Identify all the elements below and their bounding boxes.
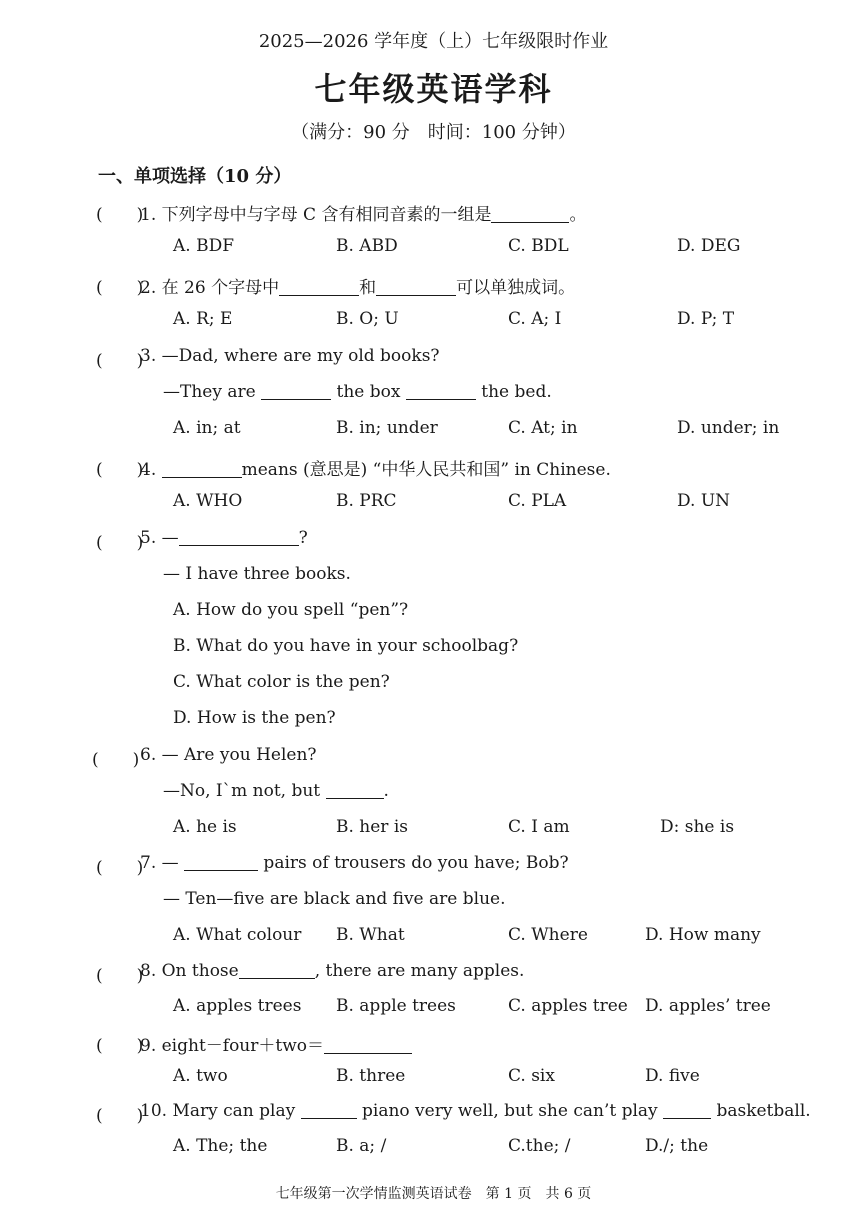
option-a: A. two: [173, 1066, 228, 1086]
stem-text: 可以单独成词。: [456, 278, 576, 298]
answer-blank: [162, 460, 242, 478]
option-d: D. P; T: [677, 309, 735, 329]
answer-blank: [324, 1036, 412, 1054]
question-stem: 3. —Dad, where are my old books?: [140, 346, 440, 366]
question-dialogue-line: — I have three books.: [163, 564, 351, 584]
option-c: C. At; in: [508, 418, 578, 438]
question-dialogue-line: — Ten—five are black and five are blue.: [163, 889, 506, 909]
option-c: C. apples tree: [508, 996, 628, 1016]
option-c: C.the; /: [508, 1136, 571, 1156]
option-d: D. apples’ tree: [645, 996, 771, 1016]
question-dialogue-line: [163, 382, 552, 402]
option-d: D. DEG: [677, 236, 741, 256]
stem-text: 9. eight－four＋two＝: [140, 1036, 325, 1056]
answer-blank: [491, 205, 569, 223]
section-heading: 一、单项选择（10 分）: [98, 166, 292, 187]
option-c: C. What color is the pen?: [173, 672, 390, 692]
answer-paren: ( ): [96, 966, 144, 986]
answer-paren: ( ): [96, 205, 144, 225]
stem-text: —They are: [163, 382, 262, 402]
option-c: C. A; I: [508, 309, 562, 329]
answer-paren: ( ): [96, 858, 144, 878]
option-c: C. I am: [508, 817, 570, 837]
question-stem: [140, 528, 308, 548]
option-d: D. How is the pen?: [173, 708, 336, 728]
stem-text: , there are many apples.: [314, 961, 525, 981]
question-dialogue-line: [163, 781, 389, 801]
stem-text: 8. On those: [140, 961, 239, 981]
option-a: A. The; the: [173, 1136, 268, 1156]
option-b: B. apple trees: [336, 996, 456, 1016]
answer-blank: [376, 278, 456, 296]
option-d: D. under; in: [677, 418, 780, 438]
option-d: D./; the: [645, 1136, 709, 1156]
option-a: A. What colour: [173, 925, 302, 945]
exam-header: 2025—2026 学年度（上）七年级限时作业: [258, 31, 609, 52]
stem-text: —No, I`m not, but: [163, 781, 326, 801]
stem-text: piano very well, but she can’t play: [356, 1101, 664, 1121]
stem-text: pairs of trousers do you have; Bob?: [258, 853, 569, 873]
option-b: B. O; U: [336, 309, 399, 329]
stem-text: 4.: [140, 460, 162, 480]
question-stem: [140, 961, 524, 981]
question-stem: [140, 1031, 412, 1056]
stem-text: 5. —: [140, 528, 179, 548]
answer-blank: [279, 278, 359, 296]
exam-title: 七年级英语学科: [314, 70, 553, 108]
option-a: A. he is: [173, 817, 237, 837]
answer-paren: ( ): [96, 1106, 144, 1126]
stem-text: .: [383, 781, 389, 801]
option-c: C. BDL: [508, 236, 569, 256]
option-a: A. apples trees: [173, 996, 302, 1016]
stem-text: 10. Mary can play: [140, 1101, 301, 1121]
stem-text: basketball.: [711, 1101, 811, 1121]
question-stem: [140, 1101, 811, 1121]
stem-text: 2. 在 26 个字母中: [140, 278, 280, 298]
stem-text: ?: [298, 528, 308, 548]
stem-text: 和: [359, 278, 377, 298]
answer-blank: [184, 853, 258, 871]
exam-info: （满分：90 分 时间：100 分钟）: [291, 122, 576, 143]
question-stem: 6. — Are you Helen?: [140, 745, 317, 765]
stem-text: 1. 下列字母中与字母 C 含有相同音素的一组是: [140, 205, 492, 225]
answer-paren: ( ): [92, 750, 140, 770]
option-a: A. BDF: [173, 236, 235, 256]
answer-blank: [179, 528, 299, 546]
answer-paren: ( ): [96, 351, 144, 371]
option-b: B. ABD: [336, 236, 398, 256]
question-stem: [140, 200, 586, 225]
stem-text: the box: [331, 382, 406, 402]
option-b: B. What do you have in your schoolbag?: [173, 636, 519, 656]
question-stem: [140, 853, 569, 873]
answer-blank: [261, 382, 331, 400]
option-c: C. Where: [508, 925, 588, 945]
option-a: A. WHO: [173, 491, 243, 511]
option-d: D. How many: [645, 925, 761, 945]
option-d: D. five: [645, 1066, 700, 1086]
option-c: C. six: [508, 1066, 555, 1086]
option-b: B. in; under: [336, 418, 438, 438]
answer-blank: [301, 1101, 357, 1119]
page-footer: 七年级第一次学情监测英语试卷 第 1 页 共 6 页: [275, 1186, 592, 1202]
answer-blank: [326, 781, 384, 799]
question-stem: [140, 455, 611, 480]
stem-text: 7. —: [140, 853, 185, 873]
stem-text: the bed.: [475, 382, 552, 402]
answer-paren: ( ): [96, 1036, 144, 1056]
answer-blank: [663, 1101, 711, 1119]
option-d: D. UN: [677, 491, 731, 511]
option-d: D: she is: [660, 817, 735, 837]
stem-text: 。: [569, 205, 587, 225]
option-b: B. her is: [336, 817, 409, 837]
option-b: B. PRC: [336, 491, 397, 511]
answer-paren: ( ): [96, 533, 144, 553]
option-b: B. What: [336, 925, 405, 945]
option-a: A. in; at: [173, 418, 241, 438]
answer-paren: ( ): [96, 460, 144, 480]
answer-blank: [406, 382, 476, 400]
option-b: B. three: [336, 1066, 406, 1086]
answer-paren: ( ): [96, 278, 144, 298]
question-stem: [140, 273, 575, 298]
option-a: A. R; E: [173, 309, 233, 329]
stem-text: means (意思是) “中华人民共和国” in Chinese.: [241, 460, 611, 480]
option-a: A. How do you spell “pen”?: [173, 600, 409, 620]
answer-blank: [239, 961, 315, 979]
option-b: B. a; /: [336, 1136, 387, 1156]
option-c: C. PLA: [508, 491, 567, 511]
